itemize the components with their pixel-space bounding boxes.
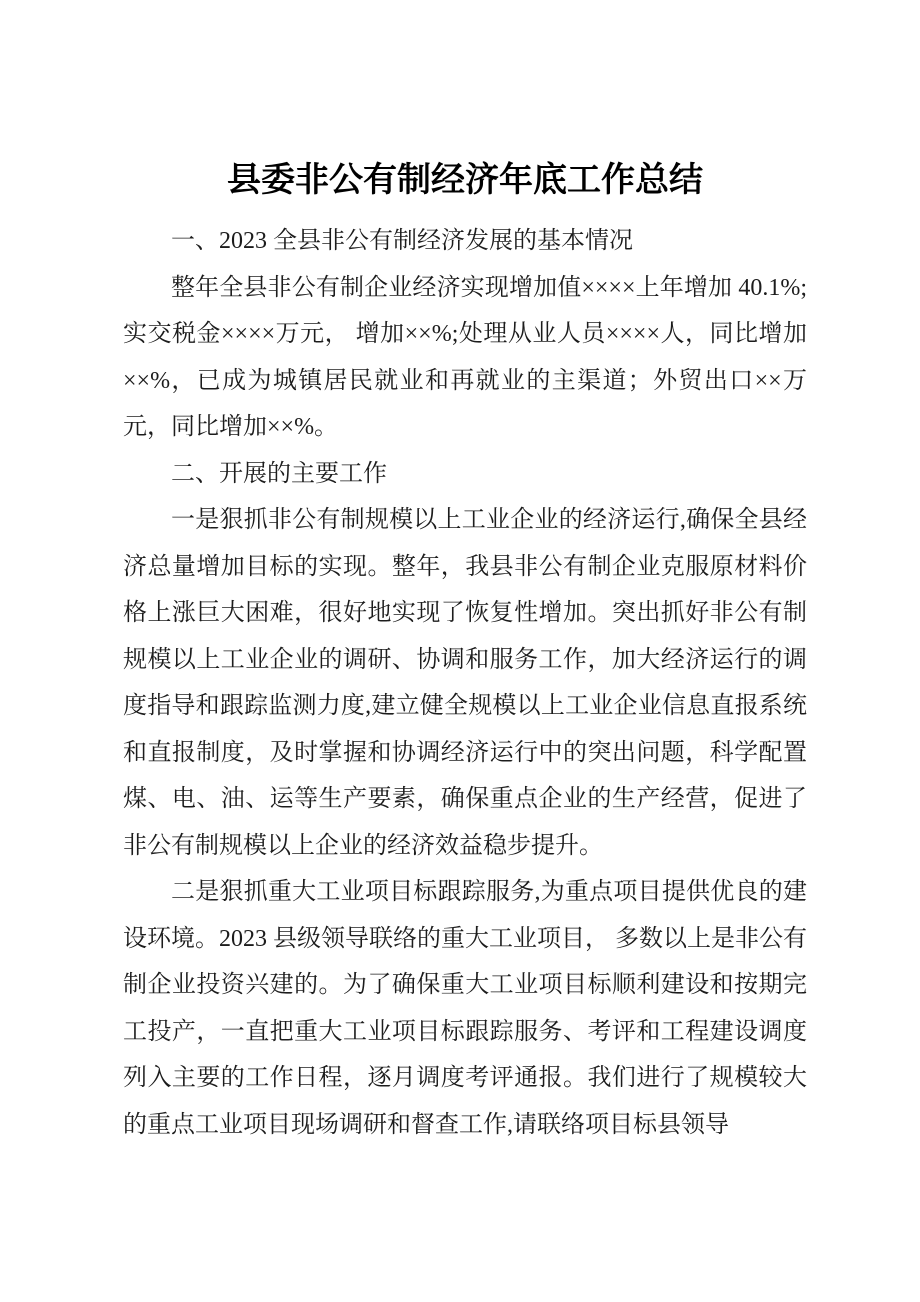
paragraph-work-item-1: 一是狠抓非公有制规模以上工业企业的经济运行,确保全县经济总量增加目标的实现。整年，我县非公有制企业克服原材料价格上涨巨大困难，很好地实现了恢复性增加。突出抓好非公有制规模以上工业企业的调研、协调和服务工作，加大经济运行的调度指导和跟踪监测力度,建立健全规模以上工业企业信息直报系统和直报制度，及时掌握和协调经济运行中的突出问题，科学配置煤、电、油、运等生产要素，确保重点企业的生产经营，促进了非公有制规模以上企业的经济效益稳步提升。 [123, 507, 807, 859]
paragraph-economy-overview: 整年全县非公有制企业经济实现增加值××××上年增加 40.1%;实交税金××××万元， 增加××%;处理从业人员××××人，同比增加××%，已成为城镇居民就业和再就业的主渠道；外贸出口××万元，同比增加××%。 [123, 274, 807, 440]
paragraph-work-item-2: 二是狠抓重大工业项目标跟踪服务,为重点项目提供优良的建设环境。2023 县级领导联络的重大工业项目， 多数以上是非公有制企业投资兴建的。为了确保重大工业项目标顺利建设和按期完工投产，一直把重大工业项目标跟踪服务、考评和工程建设调度列入主要的工作日程，逐月调度考评通报。我们进行了规模较大的重点工业项目现场调研和督查工作,请联络项目标县领导 [123, 879, 807, 1138]
section-heading-basic-situation: 一、2023 全县非公有制经济发展的基本情况 [171, 228, 633, 254]
section-heading-main-work: 二、开展的主要工作 [171, 460, 387, 487]
document-content [123, 156, 807, 1148]
document-title: 县委非公有制经济年底工作总结 [227, 162, 703, 199]
